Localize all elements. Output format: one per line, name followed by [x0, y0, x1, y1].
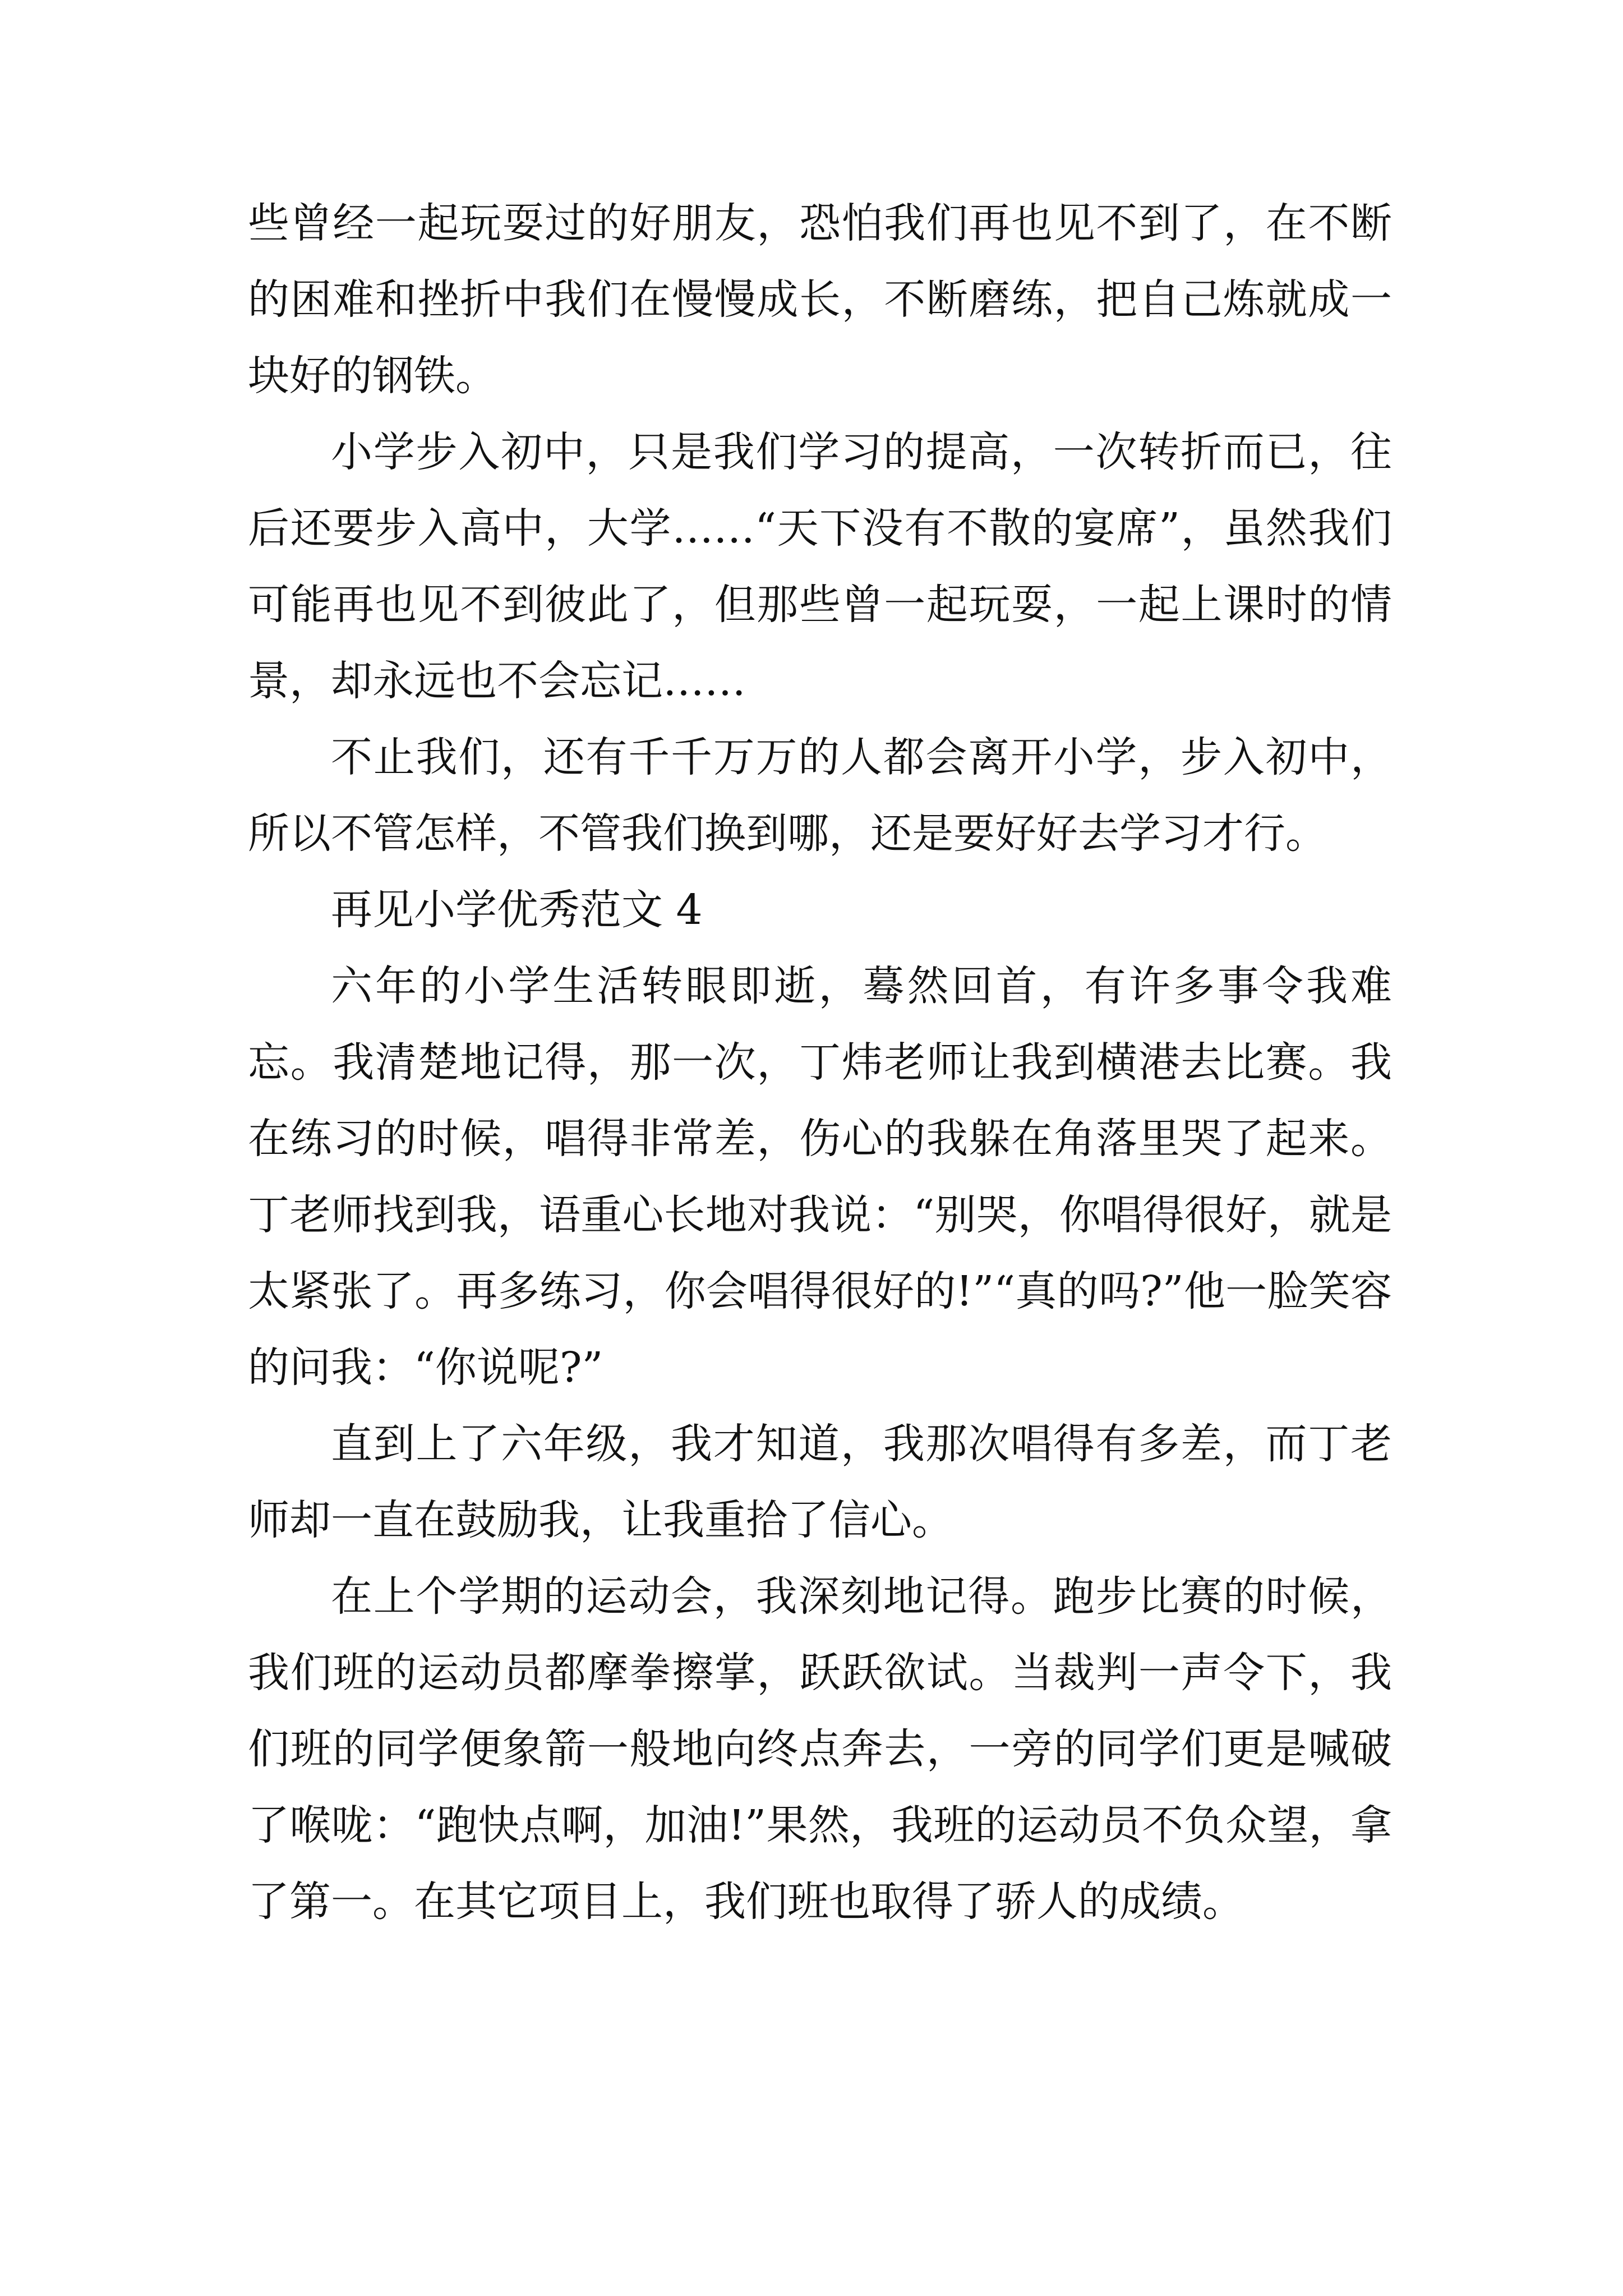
paragraph: 六年的小学生活转眼即逝，蓦然回首，有许多事令我难忘。我清楚地记得，那一次，丁炜老师让我到横港去比赛。我在练习的时候，唱得非常差，伤心的我躲在角落里哭了起来。丁老师找到我，语重心长地对我说：“别哭，你唱得很好，就是太紧张了。再多练习，你会唱得很好的!”“真的吗?”他一脸笑容的问我：“你说呢?”	[248, 962, 1392, 1392]
paragraph: 直到上了六年级，我才知道，我那次唱得有多差，而丁老师却一直在鼓励我，让我重拾了信心。	[248, 1420, 1392, 1544]
paragraph: 不止我们，还有千千万万的人都会离开小学，步入初中，所以不管怎样，不管我们换到哪，还是要好好去学习才行。	[248, 733, 1392, 858]
section-heading: 再见小学优秀范文 4	[331, 886, 703, 934]
paragraph-continuation: 些曾经一起玩耍过的好朋友，恐怕我们再也见不到了，在不断的困难和挫折中我们在慢慢成长，不断磨练，把自己炼就成一块好的钢铁。	[248, 199, 1392, 400]
document-page	[248, 185, 1392, 1940]
paragraph: 在上个学期的运动会，我深刻地记得。跑步比赛的时候，我们班的运动员都摩拳擦掌，跃跃欲试。当裁判一声令下，我们班的同学便象箭一般地向终点奔去，一旁的同学们更是喊破了喉咙：“跑快点啊，加油!”果然，我班的运动员不负众望，拿了第一。在其它项目上，我们班也取得了骄人的成绩。	[248, 1572, 1392, 1926]
paragraph: 小学步入初中，只是我们学习的提高，一次转折而已，往后还要步入高中，大学……“天下没有不散的宴席”，虽然我们可能再也见不到彼此了，但那些曾一起玩耍，一起上课时的情景，却永远也不会忘记……	[248, 428, 1392, 705]
